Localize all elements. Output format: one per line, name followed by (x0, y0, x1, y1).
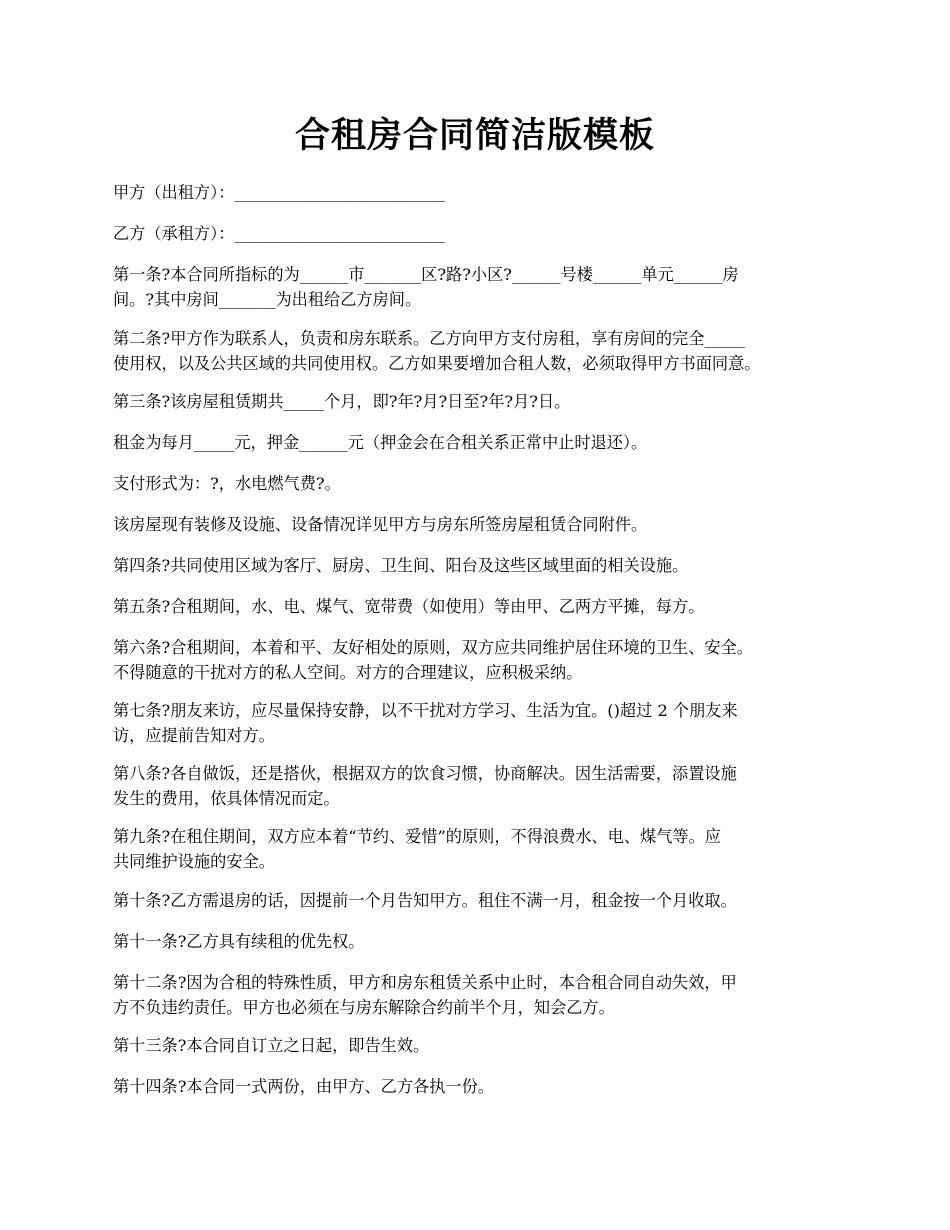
text-line: 第十条?乙方需退房的话，因提前一个月告知甲方。租住不满一月，租金按一个月收取。 (113, 891, 737, 910)
clause-14 (113, 1074, 853, 1099)
clause-11 (113, 929, 853, 954)
rent-deposit-line (113, 430, 853, 455)
clause-1 (113, 262, 853, 312)
text-line: 第八条?各自做饭，还是搭伙，根据双方的饮食习惯，协商解决。因生活需要，添置设施 (113, 764, 737, 783)
payment-method-line (113, 471, 853, 496)
document-title: 合租房合同简洁版模板 (294, 115, 655, 156)
text-line: 第六条?合租期间，本着和平、友好相处的原则，双方应共同维护居住环境的卫生、安全。 (113, 638, 753, 657)
text-line: 使用权，以及公共区域的共同使用权。乙方如果要增加合租人数，必须取得甲方书面同意。 (113, 354, 761, 373)
text-line: 乙方（承租方）：__________________________ (113, 224, 445, 243)
text-line: 第五条?合租期间，水、电、煤气、宽带费（如使用）等由甲、乙两方平摊，每方。 (113, 597, 705, 616)
clause-2 (113, 326, 853, 376)
text-line: 第四条?共同使用区域为客厅、厨房、卫生间、阳台及这些区域里面的相关设施。 (113, 556, 689, 575)
clause-4 (113, 553, 853, 578)
clause-7 (113, 698, 853, 748)
text-line: 甲方（出租方）：__________________________ (113, 183, 445, 202)
party-b-line (113, 221, 853, 246)
text-line: 第十一条?乙方具有续租的优先权。 (113, 932, 365, 951)
text-line: 间。?其中房间_______为出租给乙方房间。 (113, 290, 422, 309)
text-line: 访，应提前告知对方。 (113, 726, 275, 745)
clause-6 (113, 635, 853, 685)
text-line: 第十四条?本合同一式两份，由甲方、乙方各执一份。 (113, 1077, 494, 1096)
clause-5 (113, 594, 853, 619)
party-a-line (113, 180, 853, 205)
text-line: 第一条?本合同所指标的为______市_______区?路?小区?______号楼______单元______房 (113, 265, 739, 284)
text-line: 该房屋现有装修及设施、设备情况详见甲方与房东所签房屋租赁合同附件。 (113, 515, 648, 534)
text-line: 发生的费用，依具体情况而定。 (113, 789, 340, 808)
text-line: 共同维护设施的安全。 (113, 852, 275, 871)
clause-8 (113, 761, 853, 811)
text-line: 第七条?朋友来访，应尽量保持安静，以不干扰对方学习、生活为宜。()超过 2 个朋友来 (113, 701, 738, 720)
clause-9 (113, 824, 853, 874)
text-line: 不得随意的干扰对方的私人空间。对方的合理建议，应积极采纳。 (113, 663, 583, 682)
text-line: 第三条?该房屋租赁期共_____个月，即?年?月?日至?年?月?日。 (113, 392, 571, 411)
text-line: 租金为每月_____元，押金______元（押金会在合租关系正常中止时退还）。 (113, 433, 648, 452)
text-line: 第十三条?本合同自订立之日起，即告生效。 (113, 1036, 430, 1055)
clause-10 (113, 888, 853, 913)
facilities-line (113, 512, 853, 537)
clause-13 (113, 1033, 853, 1058)
text-line: 第二条?甲方作为联系人，负责和房东联系。乙方向甲方支付房租，享有房间的完全_____ (113, 329, 745, 348)
text-line: 第十二条?因为合租的特殊性质，甲方和房东租赁关系中止时，本合租合同自动失效，甲 (113, 973, 737, 992)
clause-3 (113, 389, 853, 414)
text-line: 第九条?在租住期间，双方应本着“节约、爱惜”的原则，不得浪费水、电、煤气等。应 (113, 827, 721, 846)
text-line: 方不负违约责任。甲方也必须在与房东解除合约前半个月，知会乙方。 (113, 998, 615, 1017)
text-line: 支付形式为：?，水电燃气费?。 (113, 474, 341, 493)
clause-12 (113, 970, 853, 1020)
